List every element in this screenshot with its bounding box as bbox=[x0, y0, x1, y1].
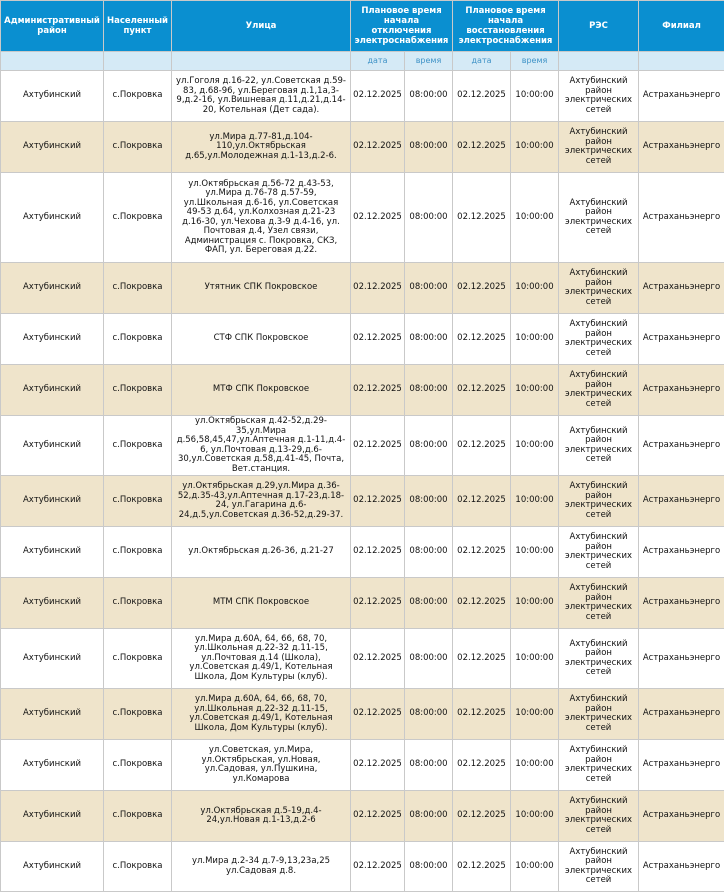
res-cell: Ахтубинский район электрических сетей bbox=[559, 740, 639, 791]
branch-cell: Астраханьэнерго bbox=[639, 263, 724, 314]
subheader-blank bbox=[639, 52, 724, 71]
header-street: Улица bbox=[172, 1, 351, 52]
start-time-cell: 08:00:00 bbox=[405, 71, 453, 122]
end-date-cell: 02.12.2025 bbox=[453, 263, 511, 314]
locality-cell: с.Покровка bbox=[104, 71, 172, 122]
subheader-blank bbox=[104, 52, 172, 71]
locality-cell: с.Покровка bbox=[104, 740, 172, 791]
locality-cell: с.Покровка bbox=[104, 578, 172, 629]
subheader-start-time: время bbox=[405, 52, 453, 71]
end-time-cell: 10:00:00 bbox=[511, 416, 559, 476]
header-locality: Населенный пункт bbox=[104, 1, 172, 52]
end-time-cell: 10:00:00 bbox=[511, 263, 559, 314]
start-date-cell: 02.12.2025 bbox=[351, 173, 405, 263]
start-date-cell: 02.12.2025 bbox=[351, 263, 405, 314]
start-time-cell: 08:00:00 bbox=[405, 578, 453, 629]
end-date-cell: 02.12.2025 bbox=[453, 314, 511, 365]
header-district: Административный район bbox=[1, 1, 104, 52]
end-time-cell: 10:00:00 bbox=[511, 71, 559, 122]
street-cell: ул.Советская, ул.Мира, ул.Октябрьская, ул.Новая, ул.Садовая, ул.Пушкина, ул.Комарова bbox=[172, 740, 351, 791]
district-cell: Ахтубинский bbox=[1, 416, 104, 476]
subheader-blank bbox=[172, 52, 351, 71]
start-date-cell: 02.12.2025 bbox=[351, 740, 405, 791]
start-date-cell: 02.12.2025 bbox=[351, 791, 405, 842]
start-date-cell: 02.12.2025 bbox=[351, 842, 405, 892]
start-date-cell: 02.12.2025 bbox=[351, 476, 405, 527]
res-cell: Ахтубинский район электрических сетей bbox=[559, 476, 639, 527]
start-date-cell: 02.12.2025 bbox=[351, 365, 405, 416]
locality-cell: с.Покровка bbox=[104, 173, 172, 263]
locality-cell: с.Покровка bbox=[104, 527, 172, 578]
table-row bbox=[1, 629, 724, 689]
end-date-cell: 02.12.2025 bbox=[453, 689, 511, 740]
locality-cell: с.Покровка bbox=[104, 365, 172, 416]
branch-cell: Астраханьэнерго bbox=[639, 842, 724, 892]
branch-cell: Астраханьэнерго bbox=[639, 791, 724, 842]
end-date-cell: 02.12.2025 bbox=[453, 122, 511, 173]
branch-cell: Астраханьэнерго bbox=[639, 365, 724, 416]
branch-cell: Астраханьэнерго bbox=[639, 71, 724, 122]
branch-cell: Астраханьэнерго bbox=[639, 476, 724, 527]
table-row bbox=[1, 578, 724, 629]
table-row bbox=[1, 122, 724, 173]
district-cell: Ахтубинский bbox=[1, 689, 104, 740]
start-date-cell: 02.12.2025 bbox=[351, 122, 405, 173]
start-time-cell: 08:00:00 bbox=[405, 842, 453, 892]
start-date-cell: 02.12.2025 bbox=[351, 314, 405, 365]
res-cell: Ахтубинский район электрических сетей bbox=[559, 365, 639, 416]
street-cell: МТФ СПК Покровское bbox=[172, 365, 351, 416]
table-row bbox=[1, 71, 724, 122]
locality-cell: с.Покровка bbox=[104, 263, 172, 314]
table-row bbox=[1, 416, 724, 476]
header-branch: Филиал bbox=[639, 1, 724, 52]
end-date-cell: 02.12.2025 bbox=[453, 791, 511, 842]
branch-cell: Астраханьэнерго bbox=[639, 689, 724, 740]
table-row bbox=[1, 689, 724, 740]
district-cell: Ахтубинский bbox=[1, 263, 104, 314]
end-date-cell: 02.12.2025 bbox=[453, 416, 511, 476]
end-date-cell: 02.12.2025 bbox=[453, 740, 511, 791]
table-row bbox=[1, 527, 724, 578]
table-body bbox=[1, 71, 724, 892]
start-date-cell: 02.12.2025 bbox=[351, 578, 405, 629]
end-time-cell: 10:00:00 bbox=[511, 476, 559, 527]
start-time-cell: 08:00:00 bbox=[405, 629, 453, 689]
street-cell: Утятник СПК Покровское bbox=[172, 263, 351, 314]
start-time-cell: 08:00:00 bbox=[405, 365, 453, 416]
res-cell: Ахтубинский район электрических сетей bbox=[559, 314, 639, 365]
start-time-cell: 08:00:00 bbox=[405, 122, 453, 173]
start-time-cell: 08:00:00 bbox=[405, 173, 453, 263]
end-date-cell: 02.12.2025 bbox=[453, 71, 511, 122]
locality-cell: с.Покровка bbox=[104, 689, 172, 740]
street-cell: ул.Мира д.2-34 д.7-9,13,23а,25 ул.Садовая д.8. bbox=[172, 842, 351, 892]
start-date-cell: 02.12.2025 bbox=[351, 689, 405, 740]
end-time-cell: 10:00:00 bbox=[511, 629, 559, 689]
res-cell: Ахтубинский район электрических сетей bbox=[559, 689, 639, 740]
res-cell: Ахтубинский район электрических сетей bbox=[559, 416, 639, 476]
start-date-cell: 02.12.2025 bbox=[351, 416, 405, 476]
locality-cell: с.Покровка bbox=[104, 476, 172, 527]
branch-cell: Астраханьэнерго bbox=[639, 740, 724, 791]
header-res: РЭС bbox=[559, 1, 639, 52]
res-cell: Ахтубинский район электрических сетей bbox=[559, 263, 639, 314]
locality-cell: с.Покровка bbox=[104, 791, 172, 842]
end-date-cell: 02.12.2025 bbox=[453, 842, 511, 892]
start-time-cell: 08:00:00 bbox=[405, 689, 453, 740]
locality-cell: с.Покровка bbox=[104, 314, 172, 365]
end-time-cell: 10:00:00 bbox=[511, 365, 559, 416]
district-cell: Ахтубинский bbox=[1, 629, 104, 689]
res-cell: Ахтубинский район электрических сетей bbox=[559, 527, 639, 578]
street-cell: СТФ СПК Покровское bbox=[172, 314, 351, 365]
district-cell: Ахтубинский bbox=[1, 740, 104, 791]
end-date-cell: 02.12.2025 bbox=[453, 578, 511, 629]
start-time-cell: 08:00:00 bbox=[405, 476, 453, 527]
street-cell: ул.Мира д.60А, 64, 66, 68, 70, ул.Школьная д.22-32 д.11-15, ул.Почтовая д.14 (Школа), ул.Советская д.49/1, Котельная Школа, Дом Культуры (клуб). bbox=[172, 629, 351, 689]
end-time-cell: 10:00:00 bbox=[511, 842, 559, 892]
end-date-cell: 02.12.2025 bbox=[453, 629, 511, 689]
end-date-cell: 02.12.2025 bbox=[453, 173, 511, 263]
locality-cell: с.Покровка bbox=[104, 842, 172, 892]
branch-cell: Астраханьэнерго bbox=[639, 122, 724, 173]
district-cell: Ахтубинский bbox=[1, 122, 104, 173]
street-cell: ул.Октябрьская д.29,ул.Мира д.36-52,д.35-43,ул.Аптечная д.17-23,д.18-24, ул.Гагарина д.6-24,д.5,ул.Советская д.36-52,д.29-37. bbox=[172, 476, 351, 527]
table-row bbox=[1, 314, 724, 365]
end-time-cell: 10:00:00 bbox=[511, 314, 559, 365]
start-time-cell: 08:00:00 bbox=[405, 263, 453, 314]
end-date-cell: 02.12.2025 bbox=[453, 365, 511, 416]
end-time-cell: 10:00:00 bbox=[511, 122, 559, 173]
res-cell: Ахтубинский район электрических сетей bbox=[559, 71, 639, 122]
street-cell: ул.Гоголя д.16-22, ул.Советская д.59-83, д.68-96, ул.Береговая д.1,1а,3-9,д.2-16, ул.Вишневая д.11,д.21,д.14-20, Котельная (Дет сада). bbox=[172, 71, 351, 122]
table-row bbox=[1, 842, 724, 892]
res-cell: Ахтубинский район электрических сетей bbox=[559, 629, 639, 689]
subheader-blank bbox=[1, 52, 104, 71]
end-date-cell: 02.12.2025 bbox=[453, 527, 511, 578]
subheader-end-time: время bbox=[511, 52, 559, 71]
res-cell: Ахтубинский район электрических сетей bbox=[559, 173, 639, 263]
res-cell: Ахтубинский район электрических сетей bbox=[559, 842, 639, 892]
end-time-cell: 10:00:00 bbox=[511, 527, 559, 578]
start-date-cell: 02.12.2025 bbox=[351, 527, 405, 578]
district-cell: Ахтубинский bbox=[1, 842, 104, 892]
start-time-cell: 08:00:00 bbox=[405, 416, 453, 476]
district-cell: Ахтубинский bbox=[1, 173, 104, 263]
branch-cell: Астраханьэнерго bbox=[639, 173, 724, 263]
branch-cell: Астраханьэнерго bbox=[639, 314, 724, 365]
street-cell: ул.Октябрьская д.42-52,д.29-35,ул.Мира д.56,58,45,47,ул.Аптечная д.1-11,д.4-6, ул.Почтовая д.13-29,д.6-30,ул.Советская д.58,д.41-45, Почта, Вет.станция. bbox=[172, 416, 351, 476]
locality-cell: с.Покровка bbox=[104, 416, 172, 476]
end-time-cell: 10:00:00 bbox=[511, 740, 559, 791]
street-cell: ул.Октябрьская д.26-36, д.21-27 bbox=[172, 527, 351, 578]
start-time-cell: 08:00:00 bbox=[405, 791, 453, 842]
table-row bbox=[1, 173, 724, 263]
subheader-row bbox=[1, 52, 724, 71]
header-row bbox=[1, 1, 724, 52]
start-time-cell: 08:00:00 bbox=[405, 527, 453, 578]
district-cell: Ахтубинский bbox=[1, 476, 104, 527]
start-time-cell: 08:00:00 bbox=[405, 314, 453, 365]
end-time-cell: 10:00:00 bbox=[511, 791, 559, 842]
table-row bbox=[1, 263, 724, 314]
locality-cell: с.Покровка bbox=[104, 629, 172, 689]
start-date-cell: 02.12.2025 bbox=[351, 71, 405, 122]
header-end: Плановое время начала восстановления электроснабжения bbox=[453, 1, 559, 52]
res-cell: Ахтубинский район электрических сетей bbox=[559, 791, 639, 842]
header-start: Плановое время начала отключения электроснабжения bbox=[351, 1, 453, 52]
district-cell: Ахтубинский bbox=[1, 791, 104, 842]
street-cell: ул.Мира д.77-81,д.104-110,ул.Октябрьская д.65,ул.Молодежная д.1-13,д.2-6. bbox=[172, 122, 351, 173]
street-cell: ул.Мира д.60А, 64, 66, 68, 70, ул.Школьная д.22-32 д.11-15, ул.Советская д.49/1, Котельная Школа, Дом Культуры (клуб). bbox=[172, 689, 351, 740]
end-date-cell: 02.12.2025 bbox=[453, 476, 511, 527]
subheader-start-date: дата bbox=[351, 52, 405, 71]
end-time-cell: 10:00:00 bbox=[511, 173, 559, 263]
street-cell: ул.Октябрьская д.56-72 д.43-53, ул.Мира д.76-78 д.57-59, ул.Школьная д.6-16, ул.Советская 49-53 д.64, ул.Колхозная д.21-23 д.16-30, ул.Чехова д.3-9 д.4-16, ул. Почтовая д.4, Узел связи, Администрация с. Покровка, СКЗ, ФАП, ул. Береговая д.22. bbox=[172, 173, 351, 263]
end-time-cell: 10:00:00 bbox=[511, 578, 559, 629]
table-row bbox=[1, 476, 724, 527]
street-cell: ул.Октябрьская д.5-19,д.4-24,ул.Новая д.1-13,д.2-6 bbox=[172, 791, 351, 842]
table-row bbox=[1, 365, 724, 416]
branch-cell: Астраханьэнерго bbox=[639, 629, 724, 689]
branch-cell: Астраханьэнерго bbox=[639, 416, 724, 476]
end-time-cell: 10:00:00 bbox=[511, 689, 559, 740]
district-cell: Ахтубинский bbox=[1, 578, 104, 629]
locality-cell: с.Покровка bbox=[104, 122, 172, 173]
district-cell: Ахтубинский bbox=[1, 527, 104, 578]
district-cell: Ахтубинский bbox=[1, 365, 104, 416]
res-cell: Ахтубинский район электрических сетей bbox=[559, 122, 639, 173]
district-cell: Ахтубинский bbox=[1, 314, 104, 365]
branch-cell: Астраханьэнерго bbox=[639, 527, 724, 578]
branch-cell: Астраханьэнерго bbox=[639, 578, 724, 629]
street-cell: МТМ СПК Покровское bbox=[172, 578, 351, 629]
start-time-cell: 08:00:00 bbox=[405, 740, 453, 791]
district-cell: Ахтубинский bbox=[1, 71, 104, 122]
subheader-blank bbox=[559, 52, 639, 71]
table-row bbox=[1, 740, 724, 791]
table-row bbox=[1, 791, 724, 842]
start-date-cell: 02.12.2025 bbox=[351, 629, 405, 689]
subheader-end-date: дата bbox=[453, 52, 511, 71]
res-cell: Ахтубинский район электрических сетей bbox=[559, 578, 639, 629]
